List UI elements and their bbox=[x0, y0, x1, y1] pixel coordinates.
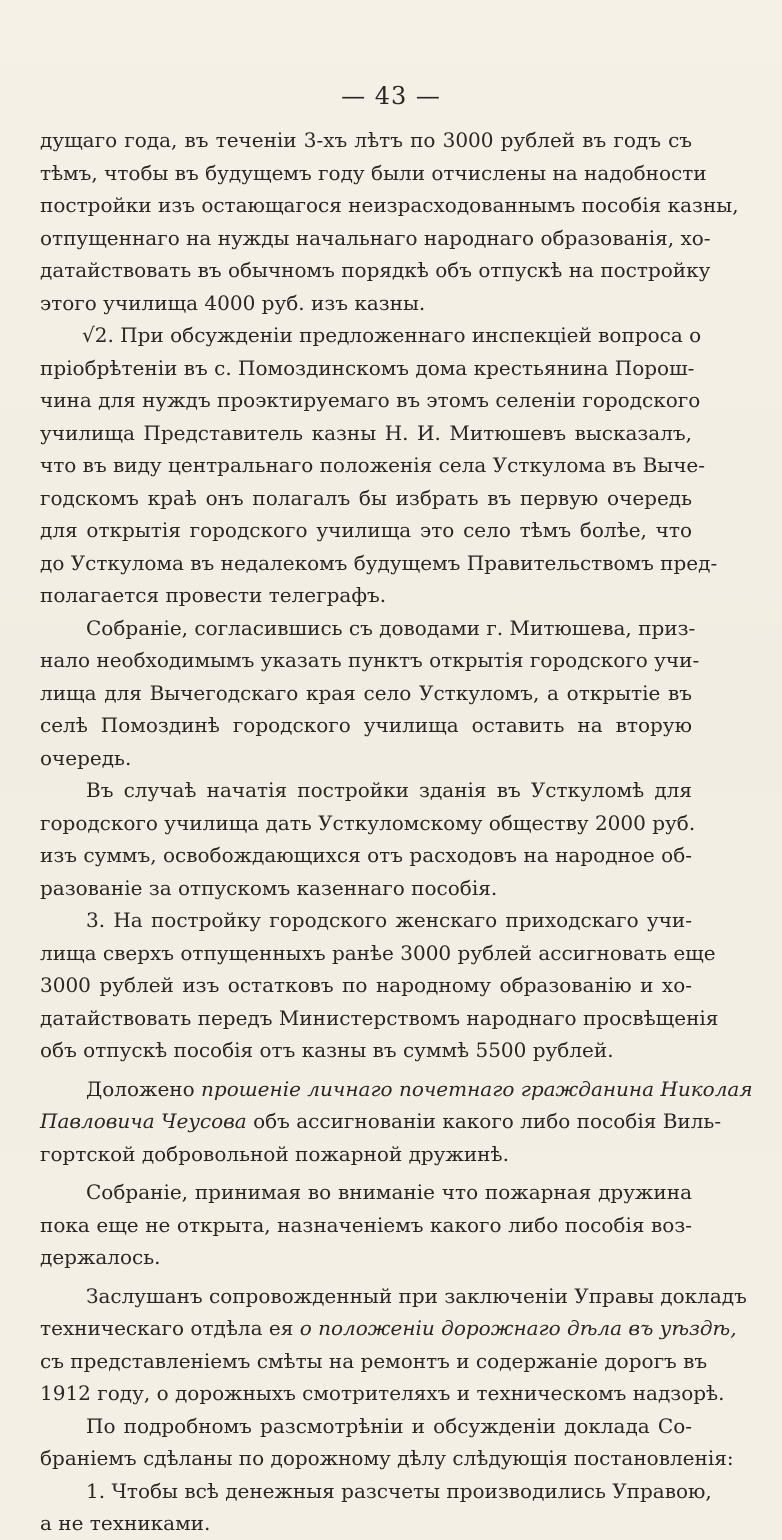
text-line: постройки изъ остающагося неизрасходованнымъ пособія казны, bbox=[40, 193, 739, 217]
text-line: датайствовать передъ Министерствомъ народнаго просвѣщенія bbox=[40, 1005, 719, 1030]
text-line: техническаго отдѣла ея о положеніи дорожнаго дѣла въ уѣздѣ, bbox=[40, 1316, 737, 1340]
text-line: городского училища дать Усткуломскому обществу 2000 руб. bbox=[40, 810, 696, 835]
text-line: √2. При обсужденіи предложеннаго инспекціей вопроса о bbox=[82, 323, 702, 347]
text-line: дущаго года, въ теченіи 3-хъ лѣтъ по 3000 рублей въ годъ съ bbox=[40, 128, 692, 152]
text-line: браніемъ сдѣланы по дорожному дѣлу слѣдующія постановленія: bbox=[40, 1446, 734, 1470]
text-line: отпущеннаго на нужды начальнаго народнаго образованія, хо- bbox=[40, 225, 711, 250]
text-line: что въ виду центральнаго положенія села Усткулома въ Выче- bbox=[40, 453, 706, 477]
text-line: Павловича Чеусова объ ассигнованіи какого либо пособія Виль- bbox=[40, 1109, 722, 1133]
text-block-resolution bbox=[40, 1176, 692, 1274]
text-line: Доложено прошеніе личнаго почетнаго гражданина Николая bbox=[86, 1076, 753, 1101]
text-line: Въ случаѣ начатія постройки зданія въ Усткуломѣ для bbox=[86, 778, 692, 802]
text-line: съ представленіемъ смѣты на ремонтъ и содержаніе дорогъ въ bbox=[40, 1348, 708, 1373]
text-line: держалось. bbox=[40, 1245, 161, 1269]
italic-text: Павловича Чеусова bbox=[40, 1109, 247, 1133]
text-line: училища Представитель казны Н. И. Митюшевъ высказалъ, bbox=[40, 420, 692, 445]
text-line: По подробномъ разсмотрѣніи и обсужденіи доклада Со- bbox=[86, 1413, 692, 1438]
text-line: объ отпускѣ пособія отъ казны въ суммѣ 5500 рублей. bbox=[40, 1038, 614, 1062]
text-line: а не техниками. bbox=[40, 1511, 211, 1535]
text-line: чина для нуждъ проэктируемаго въ этомъ селеніи городского bbox=[40, 388, 701, 412]
text-line: пріобрѣтеніи въ с. Помоздинскомъ дома крестьянина Порош- bbox=[40, 355, 695, 380]
page-number: — 43 — bbox=[341, 82, 441, 110]
text-line: нало необходимымъ указать пунктъ открытія городского учи- bbox=[40, 648, 700, 672]
text-line: Заслушанъ сопровожденный при заключеніи Управы докладъ bbox=[86, 1283, 747, 1308]
italic-text: прошеніе личнаго почетнаго гражданина Николая bbox=[201, 1076, 753, 1101]
text-line: 1912 году, о дорожныхъ смотрителяхъ и техническомъ надзорѣ. bbox=[40, 1381, 725, 1405]
text-line: этого училища 4000 руб. изъ казны. bbox=[40, 290, 426, 315]
text-line: гортской добровольной пожарной дружинѣ. bbox=[40, 1141, 509, 1166]
text-block-decisions bbox=[40, 1410, 734, 1540]
text-line: датайствовать въ обычномъ порядкѣ объ отпускѣ на постройку bbox=[40, 258, 711, 282]
text-line: пока еще не открыта, назначеніемъ какого либо пособія воз- bbox=[40, 1212, 692, 1237]
text-line: полагается провести телеграфъ. bbox=[40, 583, 387, 607]
text-line: 1. Чтобы всѣ денежныя разсчеты производились Управою, bbox=[86, 1478, 712, 1503]
text-line: лища для Вычегодскаго края село Усткуломъ, а открытіе въ bbox=[40, 680, 692, 705]
text-line: очередь. bbox=[40, 745, 132, 770]
text-line: изъ суммъ, освобождающихся отъ расходовъ на народное об- bbox=[40, 843, 692, 867]
text-line: Собраніе, согласившись съ доводами г. Митюшева, приз- bbox=[86, 615, 696, 640]
text-line: тѣмъ, чтобы въ будущемъ году были отчислены на надобности bbox=[40, 160, 707, 185]
italic-text: о положеніи дорожнаго дѣла въ уѣздѣ, bbox=[299, 1316, 737, 1340]
text-line: селѣ Помоздинѣ городского училища оставить на вторую bbox=[40, 713, 692, 737]
text-line: для открытія городского училища это село тѣмъ болѣе, что bbox=[40, 518, 692, 542]
paragraph-petition bbox=[40, 1073, 753, 1171]
text-line: до Усткулома въ недалекомъ будущемъ Правительствомъ пред- bbox=[40, 550, 718, 575]
text-line: годскомъ краѣ онъ полагалъ бы избрать въ первую очередь bbox=[40, 485, 692, 510]
text-line: разованіе за отпускомъ казеннаго пособія. bbox=[40, 875, 498, 900]
text-line: Собраніе, принимая во вниманіе что пожарная дружина bbox=[86, 1180, 692, 1204]
text-line: 3000 рублей изъ остатковъ по народному образованію и хо- bbox=[40, 973, 692, 997]
paragraph-road-report bbox=[40, 1280, 747, 1410]
body-text bbox=[40, 124, 753, 1540]
text-line: 3. На постройку городского женскаго приходскаго учи- bbox=[86, 908, 692, 932]
text-block-main bbox=[40, 124, 739, 1067]
text-line: лища сверхъ отпущенныхъ ранѣе 3000 рублей ассигновать еще bbox=[40, 940, 716, 965]
